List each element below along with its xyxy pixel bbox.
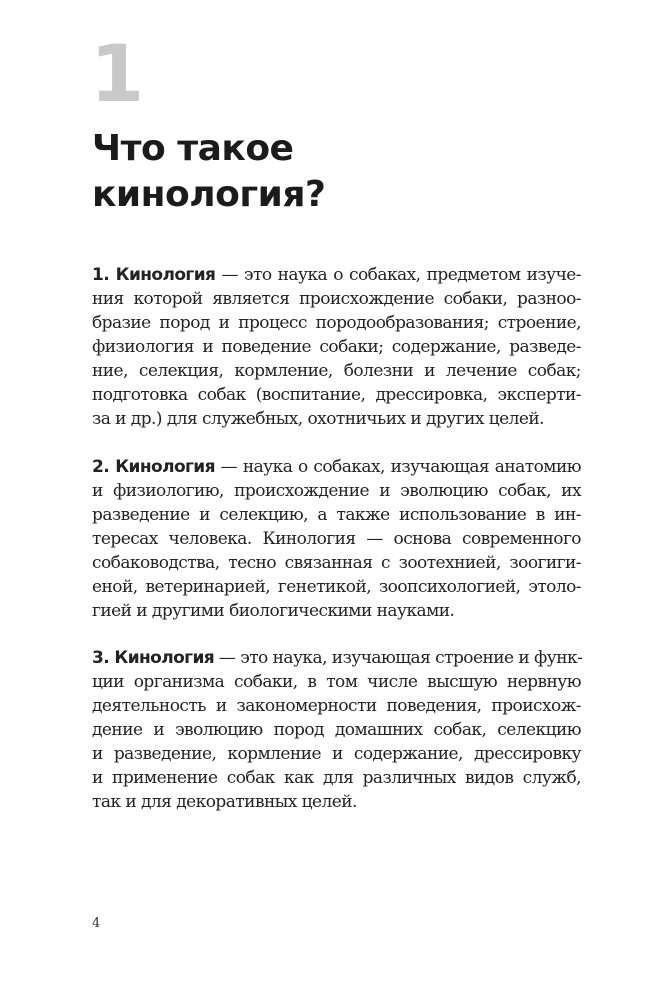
definition-line: и разведение, кормление и содержание, дрессировку [92, 744, 581, 764]
definition-line: бразие пород и процесс породообразования; строение, [92, 313, 581, 333]
definition-line: ции организма собаки, в том числе высшую нервную [92, 672, 581, 692]
definition-line [92, 263, 581, 287]
definition-line: еной, ветеринарией, генетикой, зоопсихологией, этоло- [92, 577, 581, 597]
page-number: 4 [92, 916, 101, 931]
definition-line: и физиологию, происхождение и эволюцию собак, их [92, 481, 581, 501]
definition-line: разведение и селекцию, а также использование в ин- [92, 505, 581, 525]
definition-line: за и др.) для служебных, охотничьих и других целей. [92, 409, 545, 429]
definition-text: — это наука, изучающая строение и функ- [214, 648, 583, 668]
definition-term: 3. Кинология [92, 648, 215, 668]
definition-2 [92, 455, 581, 623]
definition-line: и применение собак как для различных видов служб, [92, 768, 581, 788]
definition-line: физиология и поведение собаки; содержание, разведе- [92, 337, 581, 357]
definition-term: 1. Кинология [92, 265, 216, 285]
definition-line: тересах человека. Кинология — основа современного [92, 529, 581, 549]
definition-line: ние, селекция, кормление, болезни и лечение собак; [92, 361, 581, 381]
definition-line: собаководства, тесно связанная с зоотехнией, зоогиги- [92, 553, 581, 573]
definition-line [92, 646, 581, 670]
chapter-title [92, 126, 572, 218]
definition-line: ния которой является происхождение собаки, разноо- [92, 289, 581, 309]
definition-line: дение и эволюцию пород домашних собак, селекцию [92, 720, 581, 740]
definition-line: деятельность и закономерности поведения, происхож- [92, 696, 581, 716]
chapter-title-line-2: кинология? [92, 174, 326, 215]
definition-line: гией и другими биологическими науками. [92, 601, 455, 621]
definition-term: 2. Кинология [92, 457, 215, 477]
definition-3 [92, 646, 581, 814]
chapter-title-line-1: Что такое [92, 128, 294, 169]
definition-text: — это наука о собаках, предметом изуче- [215, 265, 581, 285]
definition-1 [92, 263, 581, 431]
definition-line: так и для декоративных целей. [92, 792, 357, 812]
definition-text: — наука о собаках, изучающая анатомию [214, 457, 581, 477]
definition-line: подготовка собак (воспитание, дрессировка, эксперти- [92, 385, 581, 405]
chapter-number: 1 [90, 30, 145, 120]
definition-line [92, 455, 581, 479]
